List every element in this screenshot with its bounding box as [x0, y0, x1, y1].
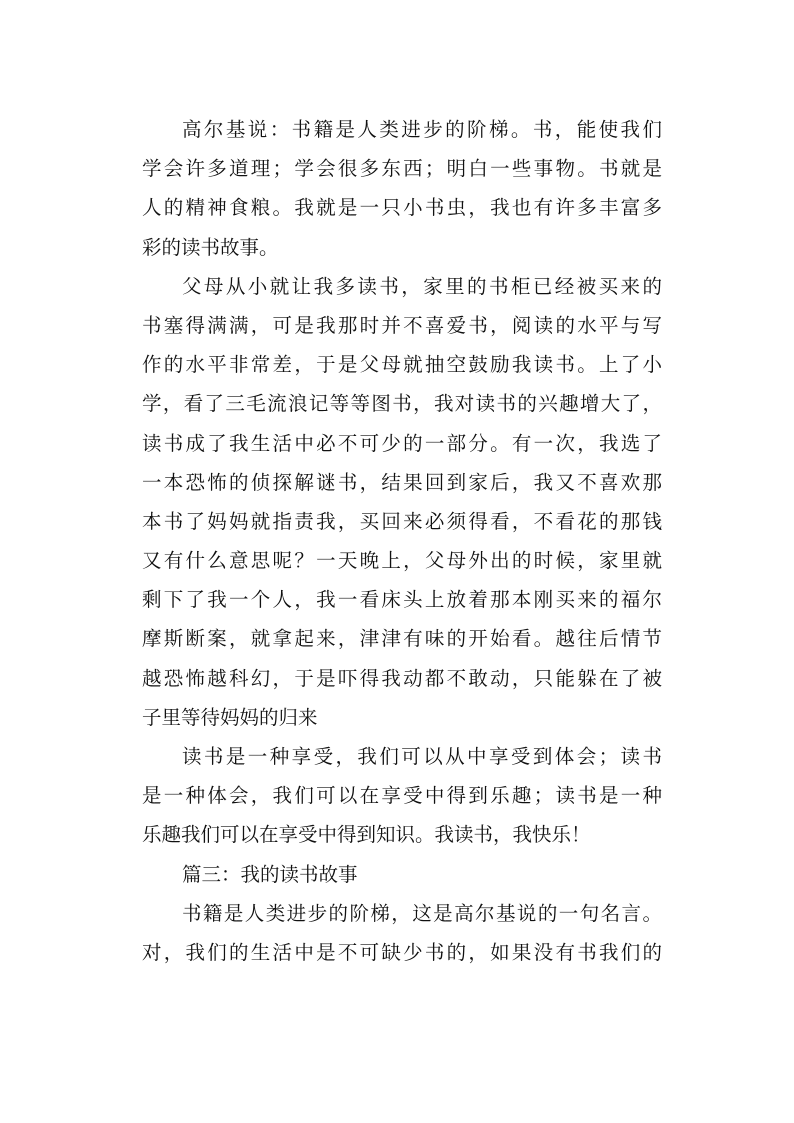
text-line: 作的水平非常差，于是父母就抽空鼓励我读书。上了小 [142, 353, 662, 377]
text-line: 一本恐怖的侦探解谜书，结果回到家后，我又不喜欢那 [142, 470, 662, 494]
text-line: 学会许多道理；学会很多东西；明白一些事物。书就是 [142, 157, 662, 181]
document-body [142, 110, 662, 972]
paragraph-reading-joy [142, 737, 662, 855]
section-heading [142, 855, 662, 894]
text-line: 乐趣我们可以在享受中得到知识。我读书，我快乐！ [142, 823, 591, 847]
text-line: 又有什么意思呢？一天晚上，父母外出的时候，家里就 [142, 549, 662, 573]
text-line: 摩斯断案，就拿起来，津津有味的开始看。越往后情节 [142, 627, 662, 651]
text-line: 是一种体会，我们可以在享受中得到乐趣；读书是一种 [142, 784, 662, 808]
paragraph-parents-reading [142, 267, 662, 737]
text-line: 书塞得满满，可是我那时并不喜爱书，阅读的水平与写 [142, 313, 662, 337]
text-line: 读书是一种享受，我们可以从中享受到体会；读书 [182, 745, 662, 768]
text-line: 学，看了三毛流浪记等等图书，我对读书的兴趣增大了， [142, 392, 662, 416]
text-line: 对，我们的生活中是不可缺少书的，如果没有书我们的 [142, 940, 662, 964]
text-line: 人的精神食粮。我就是一只小书虫，我也有许多丰富多 [142, 196, 662, 220]
text-line: 高尔基说：书籍是人类进步的阶梯。书，能使我们 [182, 118, 662, 141]
text-line: 书籍是人类进步的阶梯，这是高尔基说的一句名言。 [182, 901, 662, 925]
text-line: 彩的读书故事。 [142, 235, 279, 259]
text-line: 读书成了我生活中必不可少的一部分。有一次，我选了 [142, 431, 662, 455]
text-line: 子里等待妈妈的归来 [142, 705, 318, 729]
text-line: 本书了妈妈就指责我，买回来必须得看，不看花的那钱 [142, 509, 662, 533]
section-title: 篇三：我的读书故事 [182, 862, 358, 886]
text-line: 父母从小就让我多读书，家里的书柜已经被买来的 [182, 274, 662, 298]
paragraph-gorky-quote [142, 110, 662, 267]
text-line: 越恐怖越科幻，于是吓得我动都不敢动，只能躲在了被 [142, 666, 662, 690]
paragraph-books-ladder [142, 894, 662, 972]
text-line: 剩下了我一个人，我一看床头上放着那本刚买来的福尔 [142, 588, 662, 612]
